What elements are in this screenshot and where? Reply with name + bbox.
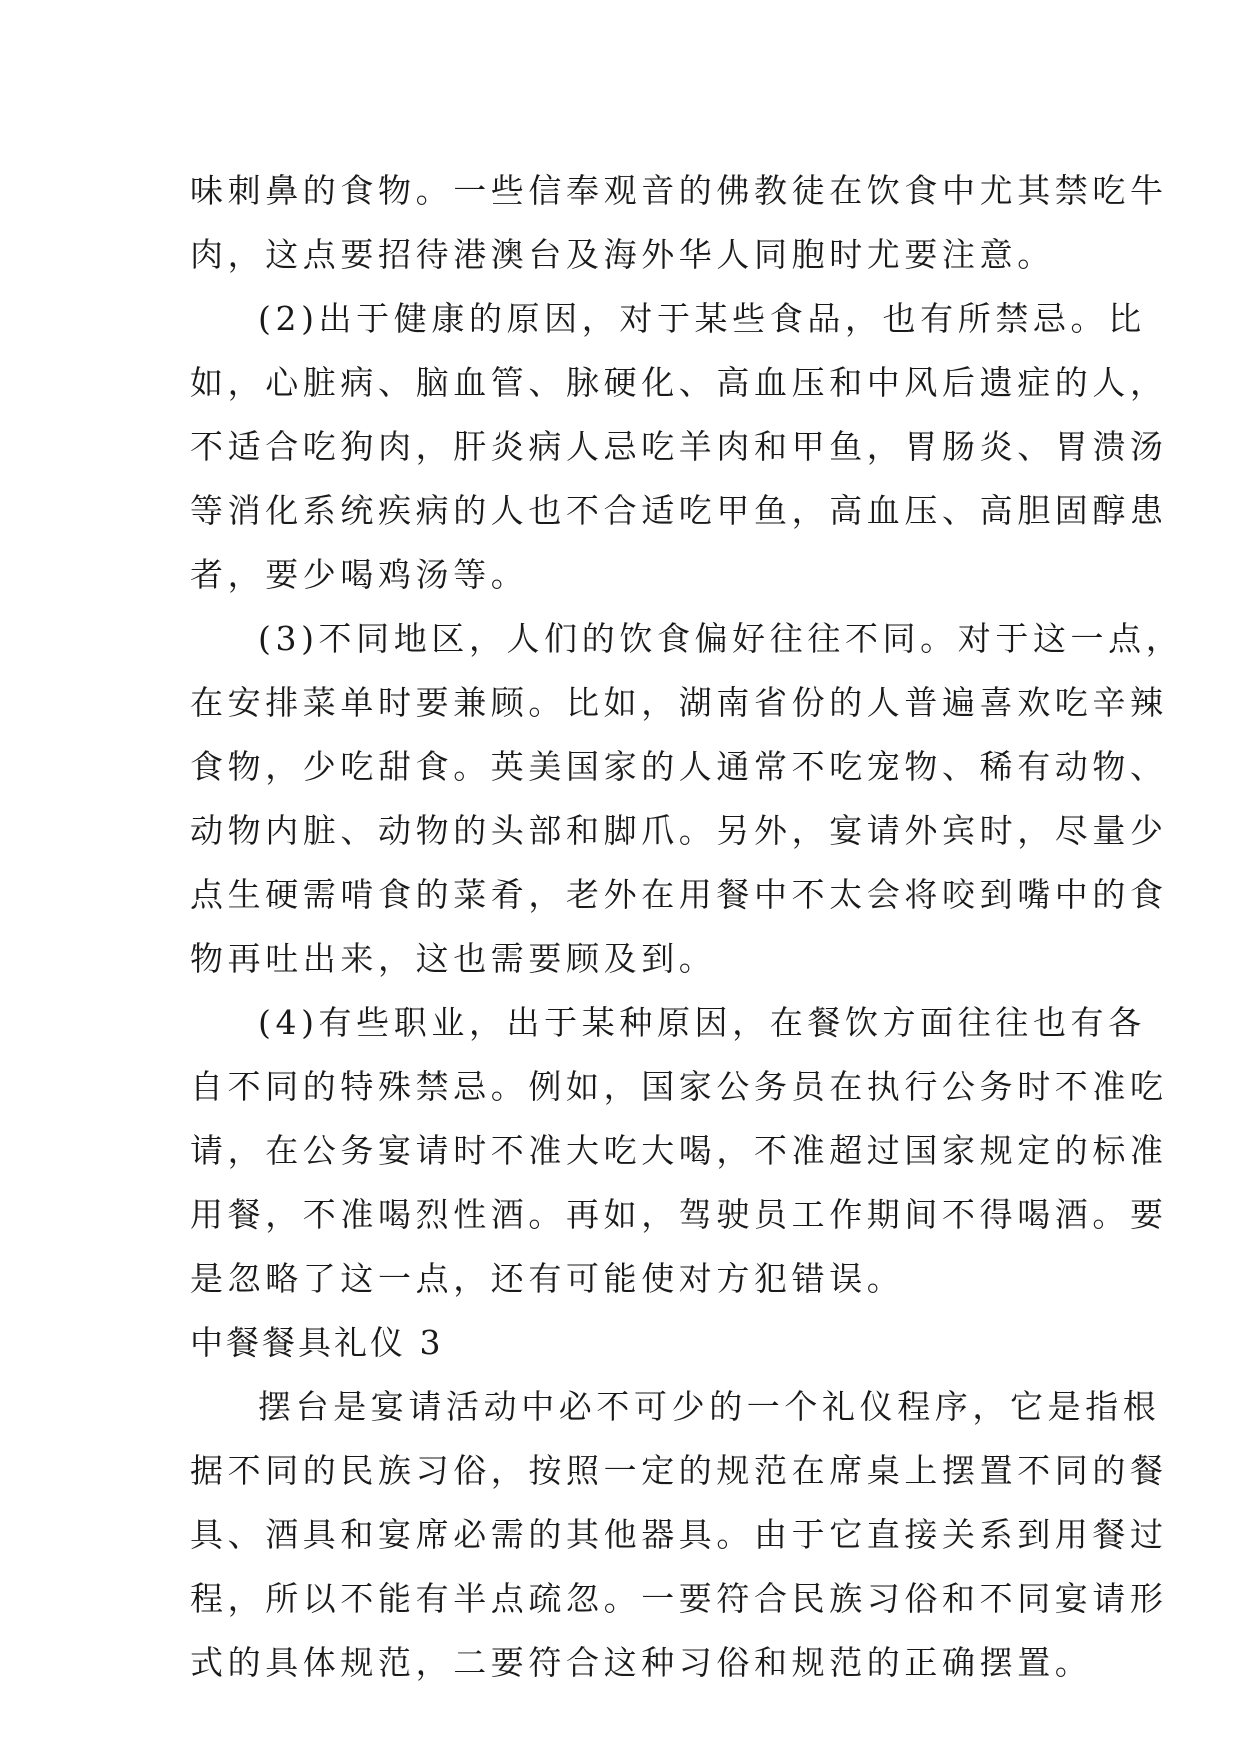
- text-line: 等消化系统疾病的人也不合适吃甲鱼，高血压、高胆固醇患: [190, 491, 1168, 530]
- text-line: (3)不同地区，人们的饮食偏好往往不同。对于这一点，: [258, 619, 1184, 658]
- paragraph-regional-preference: [190, 607, 1184, 991]
- text-line: (2)出于健康的原因，对于某些食品，也有所禁忌。比: [258, 299, 1146, 338]
- text-line: 物再吐出来，这也需要顾及到。: [190, 939, 717, 978]
- text-line: 程，所以不能有半点疏忽。一要符合民族习俗和不同宴请形: [190, 1579, 1168, 1618]
- text-line: 具、酒具和宴席必需的其他器具。由于它直接关系到用餐过: [190, 1515, 1168, 1554]
- paragraph-occupational-taboo: [190, 991, 1168, 1311]
- text-line: 点生硬需啃食的菜肴，老外在用餐中不太会将咬到嘴中的食: [190, 875, 1168, 914]
- text-line: 自不同的特殊禁忌。例如，国家公务员在执行公务时不准吃: [190, 1067, 1168, 1106]
- document-body: [190, 159, 1184, 1695]
- text-line: 味刺鼻的食物。一些信奉观音的佛教徒在饮食中尤其禁吃牛: [190, 171, 1168, 210]
- text-line: 如，心脏病、脑血管、脉硬化、高血压和中风后遗症的人，: [190, 363, 1168, 402]
- text-line: 是忽略了这一点，还有可能使对方犯错误。: [190, 1259, 905, 1298]
- text-line: 者，要少喝鸡汤等。: [190, 555, 529, 594]
- text-line: (4)有些职业，出于某种原因，在餐饮方面往往也有各: [258, 1003, 1146, 1042]
- section-heading: [190, 1311, 1050, 1375]
- text-line: 食物，少吃甜食。英美国家的人通常不吃宠物、稀有动物、: [190, 747, 1168, 786]
- text-line: 肉，这点要招待港澳台及海外华人同胞时尤要注意。: [190, 235, 1055, 274]
- text-line: 式的具体规范，二要符合这种习俗和规范的正确摆置。: [190, 1643, 1093, 1682]
- paragraph-food-taboo-religion: [190, 159, 1168, 287]
- paragraph-table-setting: [190, 1375, 1168, 1695]
- text-line: 摆台是宴请活动中必不可少的一个礼仪程序，它是指根: [258, 1387, 1161, 1426]
- section-title: 中餐餐具礼仪 3: [190, 1323, 444, 1362]
- paragraph-health-taboo: [190, 287, 1168, 607]
- text-line: 动物内脏、动物的头部和脚爪。另外，宴请外宾时，尽量少: [190, 811, 1168, 850]
- text-line: 在安排菜单时要兼顾。比如，湖南省份的人普遍喜欢吃辛辣: [190, 683, 1168, 722]
- text-line: 用餐，不准喝烈性酒。再如，驾驶员工作期间不得喝酒。要: [190, 1195, 1168, 1234]
- text-line: 请，在公务宴请时不准大吃大喝，不准超过国家规定的标准: [190, 1131, 1168, 1170]
- text-line: 据不同的民族习俗，按照一定的规范在席桌上摆置不同的餐: [190, 1451, 1168, 1490]
- text-line: 不适合吃狗肉，肝炎病人忌吃羊肉和甲鱼，胃肠炎、胃溃汤: [190, 427, 1168, 466]
